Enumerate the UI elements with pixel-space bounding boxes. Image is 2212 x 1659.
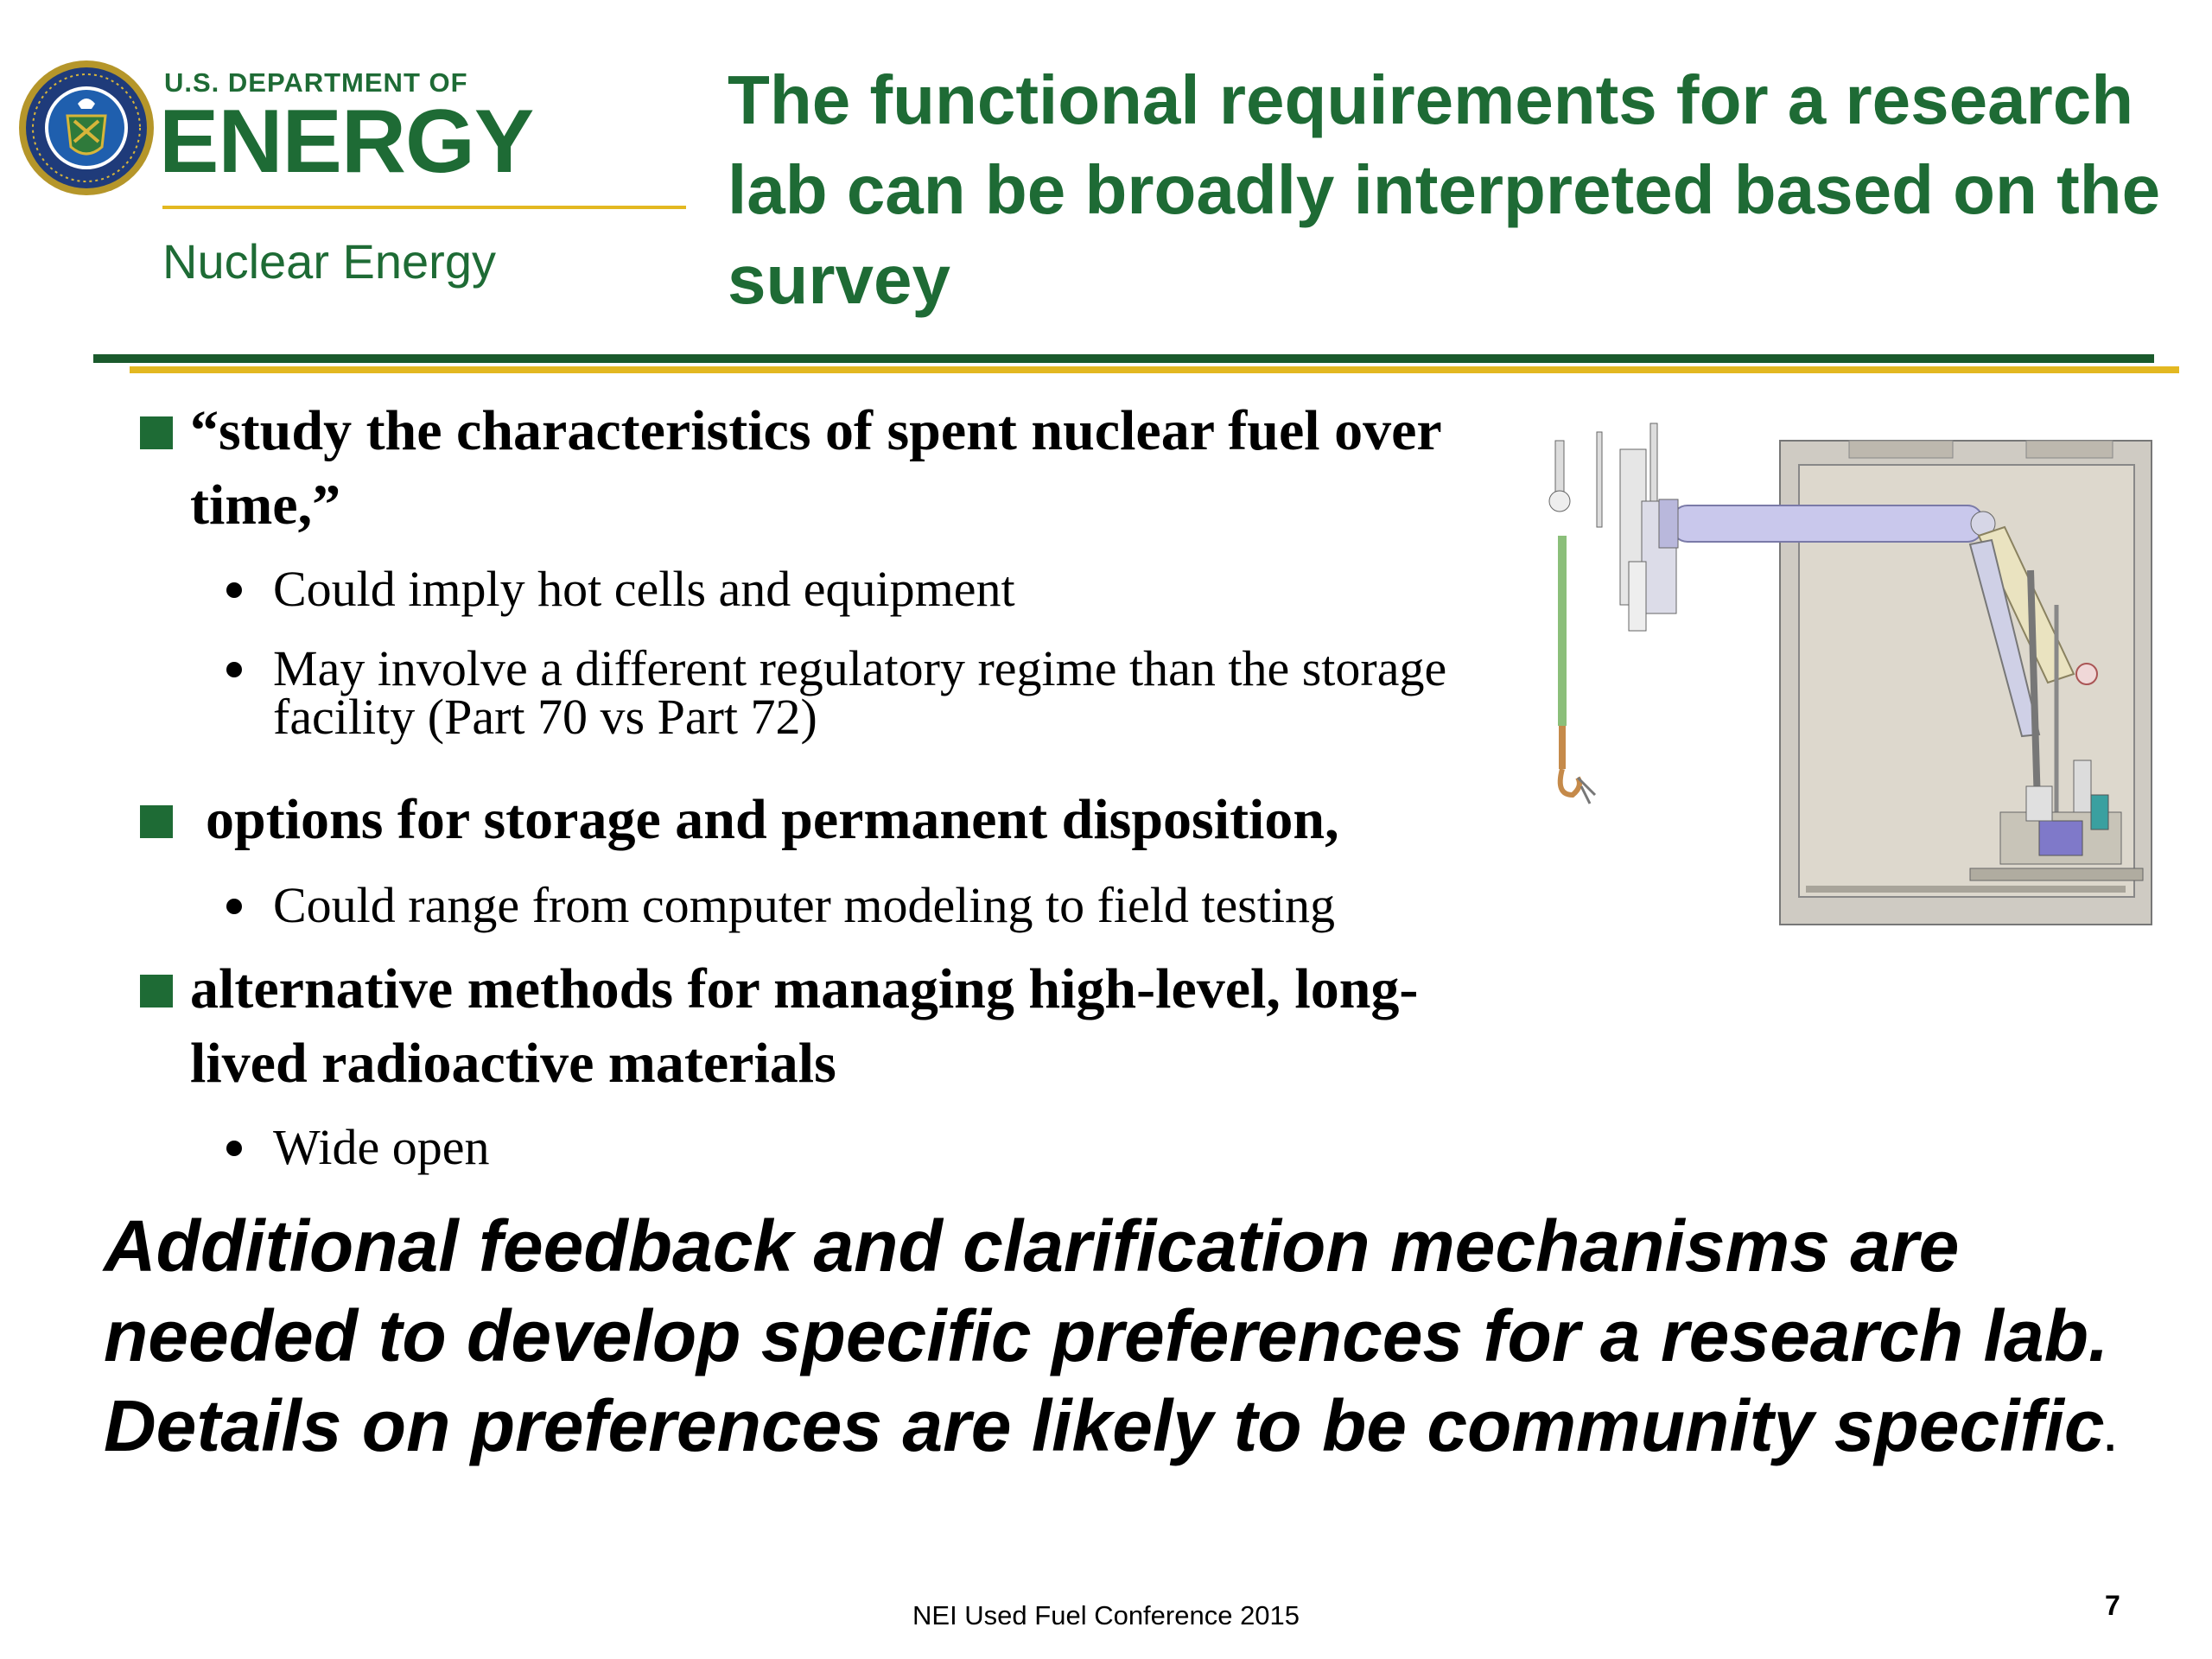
sub-bullet-3-1: Wide open [273,1119,490,1175]
page-number: 7 [2105,1590,2120,1621]
hot-cell-manipulator-icon [1521,415,2160,933]
header-rule-gold [130,366,2179,373]
bullet-dot-icon [226,899,242,914]
bullet-item-1: “study the characteristics of spent nuclear fuel over time,” [190,399,1441,537]
bullet-item-2: options for storage and permanent disposition, [206,788,1339,851]
bullet-square-icon [140,805,173,838]
logo-divider [162,206,686,209]
conclusion-main: Additional feedback and clarification mechanisms are needed to develop specific preferences for a research lab. Details on preferences are likely to be community specific [104,1205,2109,1466]
footer-text: NEI Used Fuel Conference 2015 [912,1600,1300,1630]
doe-seal-icon [17,59,156,197]
bullet-item-3: alternative methods for managing high-level, long-lived radioactive materials [190,957,1419,1095]
conclusion-period: . [2104,1414,2116,1460]
bullet-square-icon [140,975,173,1007]
sub-bullet-2-1: Could range from computer modeling to field testing [273,877,1336,933]
bullet-dot-icon [226,1141,242,1156]
doe-logo-wordmark: ENERGY [159,92,534,192]
slide-title: The functional requirements for a research lab can be broadly interpreted based on the survey [728,61,2161,318]
conclusion-text [104,1201,2160,1483]
sub-bullet-1-2: May involve a different regulatory regime than the storage facility (Part 70 vs Part 72) [273,640,1447,745]
bullet-dot-icon [226,582,242,598]
header-rule-green [93,354,2154,363]
bullet-square-icon [140,416,173,449]
sub-bullet-1-1: Could imply hot cells and equipment [273,561,1015,617]
bullet-dot-icon [226,662,242,677]
doe-logo-line1: U.S. DEPARTMENT OF [164,67,468,98]
doe-logo-office: Nuclear Energy [162,234,496,289]
